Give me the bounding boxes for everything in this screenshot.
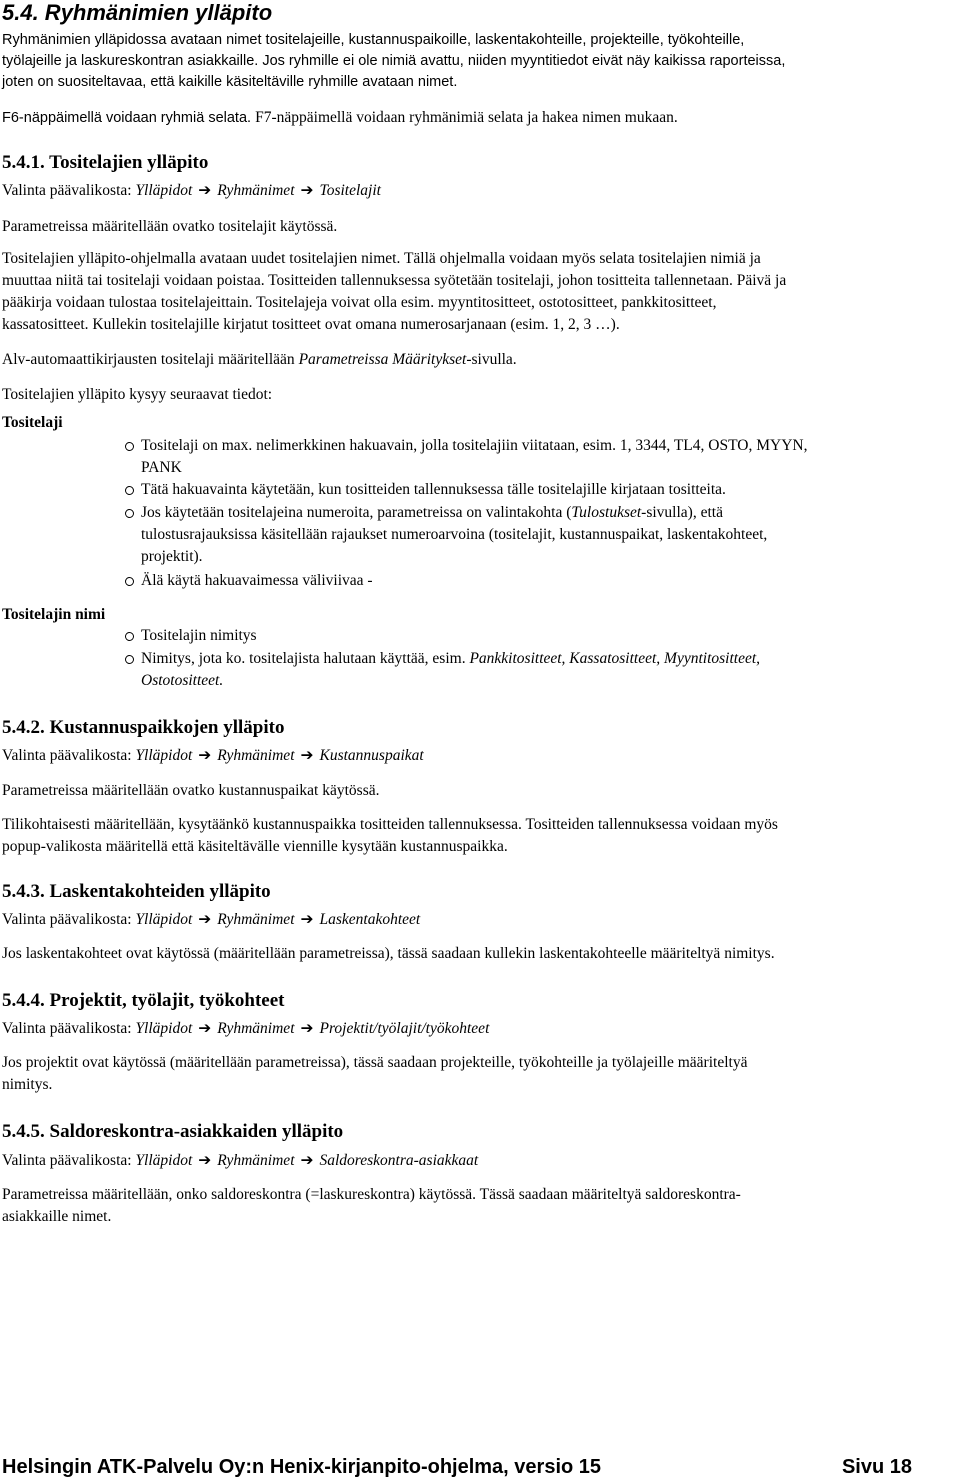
paragraph-line: kassatositteet. Kullekin tositelajille kirjatut tositteet ovat omana numerosarjanaan (esim. 1, 2, 3 …).	[2, 316, 620, 333]
menu-path-5-4-3: Valinta päävalikosta: Ylläpidot ➔ Ryhmänimet ➔ Laskentakohteet	[2, 909, 952, 931]
paragraph: Parametreissa määritellään ovatko kustannuspaikat käytössä.	[2, 782, 380, 799]
menu-path-5-4-5: Valinta päävalikosta: Ylläpidot ➔ Ryhmänimet ➔ Saldoreskontra-asiakkaat	[2, 1150, 952, 1172]
arrow-icon: ➔	[198, 1020, 212, 1037]
bullet-text: Ostotositteet.	[141, 672, 224, 689]
arrow-icon: ➔	[300, 911, 314, 928]
bullet-text: PANK	[141, 459, 182, 476]
arrow-icon: ➔	[300, 1020, 314, 1037]
menu-path-5-4-2: Valinta päävalikosta: Ylläpidot ➔ Ryhmänimet ➔ Kustannuspaikat	[2, 745, 952, 767]
menu-path-item: Ryhmänimet	[217, 1020, 295, 1037]
section-title-5-4-2: 5.4.2. Kustannuspaikkojen ylläpito	[2, 717, 285, 738]
paragraph-line: popup-valikosta määritellä että käsiteltävälle viennille kysytään kustannuspaikka.	[2, 838, 508, 855]
intro-line-2: työlajeille ja laskureskontran asiakkaille. Jos ryhmille ei ole nimiä avattu, niiden myyntitiedot eivät näy kaikissa raporteissa,	[2, 53, 786, 69]
intro-line-1: Ryhmänimien ylläpidossa avataan nimet tositelajeille, kustannuspaikoille, laskentakohteille, projekteille, työkohteille,	[2, 32, 745, 48]
menu-path-item: Ylläpidot	[135, 911, 193, 928]
page-number: Sivu 18	[841, 1456, 912, 1478]
menu-path-item: Ylläpidot	[135, 747, 193, 764]
field-label: Tositelaji	[2, 414, 63, 431]
paragraph-line: pääkirja voidaan tulostaa tositelajeittain. Tositelajeja voivat olla esim. myyntitositteet, ostotositteet, pankkitositteet,	[2, 294, 717, 311]
menu-path-item: Kustannuspaikat	[319, 747, 424, 764]
paragraph-line: Jos projektit ovat käytössä (määritellään parametreissa), tässä saadaan projekteille, työkohteille ja työlajeille määriteltyä	[2, 1054, 748, 1071]
menu-prefix: Valinta päävalikosta:	[2, 182, 132, 199]
menu-path-item: Ylläpidot	[135, 1152, 193, 1169]
bullet-text: Tositelaji on max. nelimerkkinen hakuavain, jolla tositelajiin viitataan, esim. 1, 3344, TL4, OSTO, MYYN,	[141, 437, 808, 454]
bullet-icon	[125, 655, 134, 664]
bullet-text: tulostusrajauksissa käsitellään rajaukset numeroarvoina (tositelajit, kustannuspaikat, laskentakohteet,	[141, 526, 768, 543]
menu-path-5-4-1	[2, 180, 952, 202]
footer-title: Helsingin ATK-Palvelu Oy:n Henix-kirjanpito-ohjelma, versio 15	[2, 1456, 602, 1478]
bullet-icon	[125, 442, 134, 451]
menu-path-item: Ryhmänimet	[217, 747, 295, 764]
menu-path-item: Tositelajit	[319, 182, 381, 199]
paragraph-line: nimitys.	[2, 1076, 53, 1093]
intro-keys	[2, 107, 952, 129]
paragraph-line: muuttaa niitä tai tositelaji voidaan poistaa. Tositteiden tallennuksessa syötetään tositelaji, johon tositteita tallennetaan. Päivä ja	[2, 272, 787, 289]
menu-path-5-4-4: Valinta päävalikosta: Ylläpidot ➔ Ryhmänimet ➔ Projektit/työlajit/työkohteet	[2, 1018, 952, 1040]
bullet-icon	[125, 486, 134, 495]
f7-text: F7-näppäimellä voidaan ryhmänimiä selata ja hakea nimen mukaan.	[255, 109, 678, 126]
menu-path-item: Projektit/työlajit/työkohteet	[319, 1020, 490, 1037]
bullet-text: Jos käytetään tositelajeina numeroita, parametreissa on valintakohta (Tulostukset-sivulla), että	[141, 504, 723, 521]
paragraph: Tositelajien ylläpito kysyy seuraavat tiedot:	[2, 386, 273, 403]
section-title-5-4-5: 5.4.5. Saldoreskontra-asiakkaiden ylläpito	[2, 1121, 344, 1142]
arrow-icon: ➔	[300, 747, 314, 764]
bullet-text: Nimitys, jota ko. tositelajista halutaan käyttää, esim. Pankkitositteet, Kassatositteet, Myyntitositteet,	[141, 650, 761, 667]
intro-line-3: joten on suositeltavaa, että kaikille käsiteltäville ryhmille avataan nimet.	[2, 74, 458, 90]
menu-path-item: Ryhmänimet	[217, 1152, 295, 1169]
arrow-icon: ➔	[198, 182, 212, 199]
arrow-icon: ➔	[300, 182, 314, 199]
arrow-icon: ➔	[198, 1152, 212, 1169]
bullet-text: Tätä hakuavainta käytetään, kun tositteiden tallennuksessa tälle tositelajille kirjataan tositteita.	[141, 481, 726, 498]
bullet-icon	[125, 632, 134, 641]
arrow-icon: ➔	[300, 1152, 314, 1169]
bullet-text: projektit).	[141, 548, 203, 565]
field-label: Tositelajin nimi	[2, 606, 106, 623]
bullet-text: Älä käytä hakuavaimessa väliviivaa -	[141, 572, 373, 589]
menu-path-item: Saldoreskontra-asiakkaat	[319, 1152, 479, 1169]
bullet-icon	[125, 577, 134, 586]
menu-path-item: Ryhmänimet	[217, 911, 295, 928]
section-title-5-4-3: 5.4.3. Laskentakohteiden ylläpito	[2, 881, 271, 902]
paragraph: Jos laskentakohteet ovat käytössä (määritellään parametreissa), tässä saadaan kullekin laskentakohteelle määriteltyä nimitys.	[2, 945, 775, 962]
arrow-icon: ➔	[198, 911, 212, 928]
paragraph-line: Parametreissa määritellään, onko saldoreskontra (=laskureskontra) käytössä. Tässä saadaan määriteltyä saldoreskontra-	[2, 1186, 741, 1203]
page-heading: 5.4. Ryhmänimien ylläpito	[2, 0, 273, 25]
bullet-text: Tositelajin nimitys	[141, 627, 257, 644]
arrow-icon: ➔	[198, 747, 212, 764]
menu-path-item: Ylläpidot	[135, 182, 193, 199]
f6-text: F6-näppäimellä voidaan ryhmiä selata.	[2, 110, 252, 126]
bullet-icon	[125, 509, 134, 518]
section-title-5-4-4: 5.4.4. Projektit, työlajit, työkohteet	[2, 990, 285, 1011]
paragraph-line: asiakkaille nimet.	[2, 1208, 112, 1225]
menu-path-item: Laskentakohteet	[319, 911, 421, 928]
paragraph: Parametreissa määritellään ovatko tositelajit käytössä.	[2, 218, 338, 235]
paragraph-line: Tositelajien ylläpito-ohjelmalla avataan uudet tositelajien nimet. Tällä ohjelmalla voidaan myös selata tositelajien nimiä ja	[2, 250, 761, 267]
paragraph: Alv-automaattikirjausten tositelaji määritellään Parametreissa Määritykset-sivulla.	[2, 351, 517, 368]
paragraph-line: Tilikohtaisesti määritellään, kysytäänkö kustannuspaikka tositteiden tallennuksessa. Tositteiden tallennuksessa voidaan myös	[2, 816, 778, 833]
section-title-5-4-1: 5.4.1. Tositelajien ylläpito	[2, 152, 209, 173]
menu-path-item: Ylläpidot	[135, 1020, 193, 1037]
menu-path-item: Ryhmänimet	[217, 182, 295, 199]
